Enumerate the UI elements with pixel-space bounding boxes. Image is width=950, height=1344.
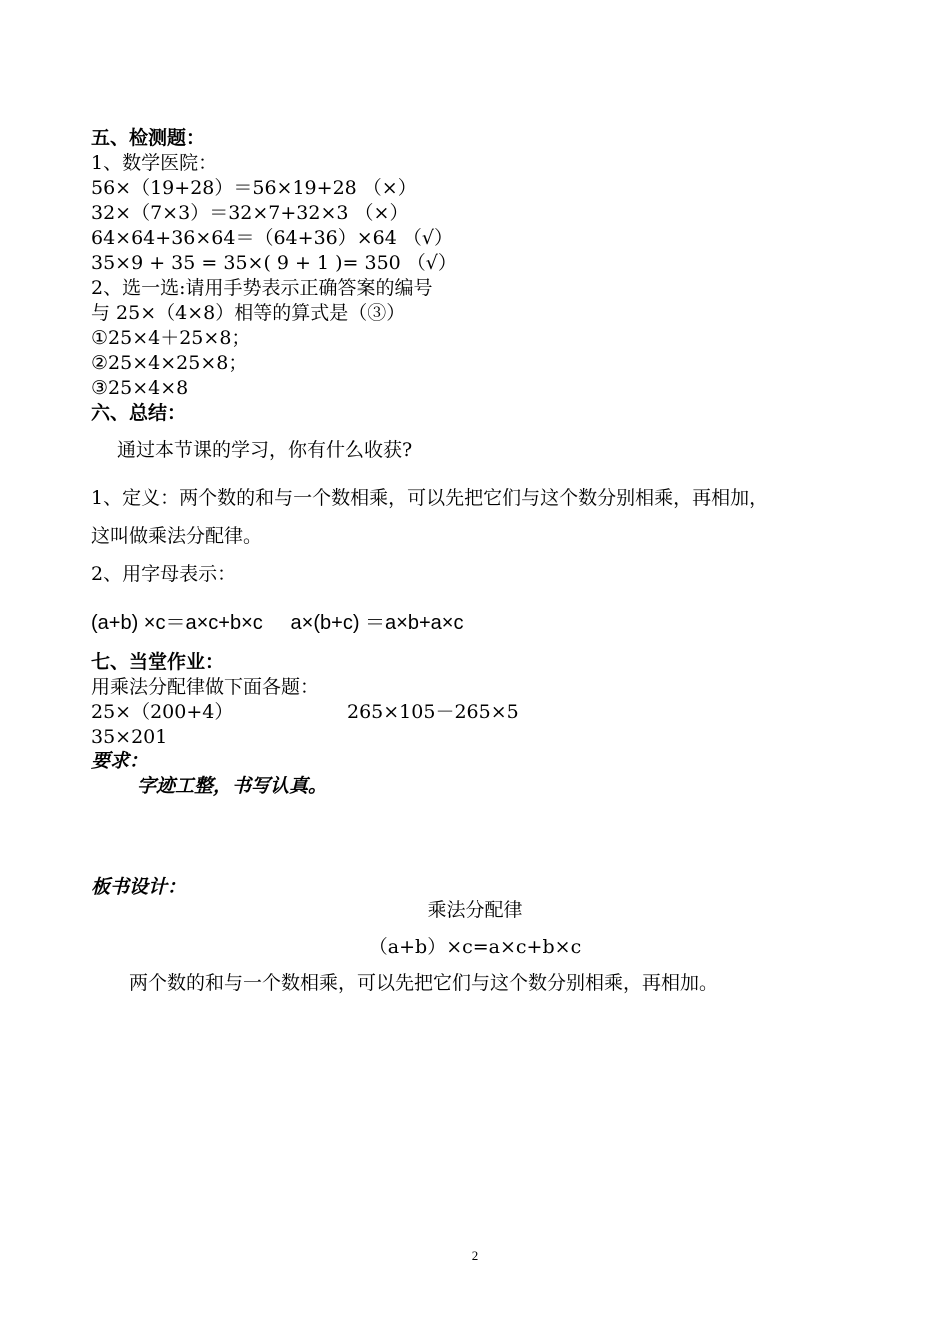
letters-title: 2、用字母表示：: [91, 563, 237, 585]
summary-prompt: 通过本节课的学习，你有什么收获?: [117, 439, 413, 461]
board-label: 板书设计：: [91, 876, 187, 898]
q1-item: 64×64+36×64＝（64+36）×64 （√）: [91, 227, 453, 249]
q2-option: ②25×4×25×8；: [91, 352, 248, 374]
q1-title: 1、数学医院：: [91, 152, 218, 174]
section7-heading: 七、当堂作业：: [91, 651, 225, 673]
q2-option: ③25×4×8: [91, 377, 189, 399]
q1-item: 32×（7×3）＝32×7+32×3 （×）: [91, 202, 409, 224]
q2-question: 与 25×（4×8）相等的算式是（③）: [91, 302, 406, 324]
q1-item: 35×9 + 35 = 35×( 9 + 1 )= 350 （√）: [91, 252, 457, 274]
homework-instruction: 用乘法分配律做下面各题：: [91, 676, 320, 698]
requirement-label: 要求：: [91, 750, 149, 772]
homework-problem-a: 25×（200+4）: [91, 701, 234, 723]
section6-heading: 六、总结：: [91, 402, 187, 424]
board-statement: 两个数的和与一个数相乘，可以先把它们与这个数分别相乘，再相加。: [129, 972, 719, 994]
board-title: 乘法分配律: [427, 899, 523, 921]
section5-heading: 五、检测题：: [91, 127, 206, 149]
definition-line-1: 1、定义：两个数的和与一个数相乘，可以先把它们与这个数分别相乘，再相加，: [91, 487, 769, 509]
q1-item: 56×（19+28）＝56×19+28 （×）: [91, 177, 417, 199]
homework-problem-c: 35×201: [91, 726, 168, 748]
letter-formula: (a+b) ×c＝a×c+b×c a×(b+c) ＝a×b+a×c: [91, 612, 464, 634]
q2-title: 2、选一选:请用手势表示正确答案的编号: [91, 277, 433, 299]
board-formula: （a+b）×c=a×c+b×c: [368, 936, 582, 958]
page-number: 2: [471, 1248, 479, 1263]
q2-option: ①25×4＋25×8；: [91, 327, 251, 349]
requirement-text: 字迹工整，书写认真。: [137, 775, 328, 797]
homework-problem-b: 265×105－265×5: [347, 701, 519, 723]
definition-line-2: 这叫做乘法分配律。: [91, 525, 263, 547]
